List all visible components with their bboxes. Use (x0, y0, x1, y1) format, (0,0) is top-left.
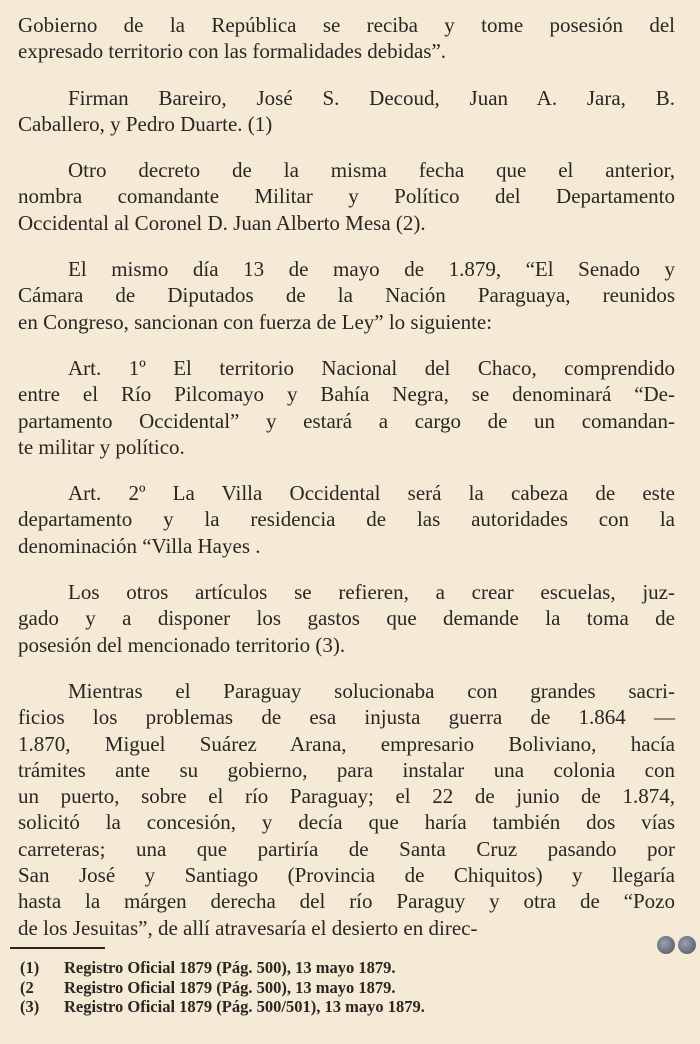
page-body (18, 12, 675, 961)
text-line: Mientras el Paraguay solucionaba con grandes sacri- (68, 678, 675, 703)
text-line: de los Jesuitas”, de allí atravesaría el desierto en direc- (18, 915, 478, 940)
text-line: posesión del mencionado territorio (3). (18, 632, 346, 657)
footnote-divider (10, 947, 105, 949)
footnote-number: (3) (20, 997, 40, 1016)
paragraph (18, 85, 675, 138)
text-line: partamento Occidental” y estará a cargo de un comandan- (18, 408, 675, 433)
text-line: un puerto, sobre el río Paraguay; el 22 de junio de 1.874, (18, 784, 675, 809)
scan-marks (657, 936, 696, 954)
text-line: Occidental al Coronel D. Juan Alberto Mesa (2). (18, 210, 426, 235)
text-line: Gobierno de la República se reciba y tome posesión del (18, 13, 675, 37)
text-line: denominación “Villa Hayes . (18, 533, 261, 558)
text-line: Firman Bareiro, José S. Decoud, Juan A. Jara, B. (68, 85, 675, 110)
text-line: gado y a disponer los gastos que demande la toma de (18, 606, 675, 631)
paragraph (18, 12, 675, 65)
paragraph (18, 678, 675, 941)
footnote-number: (1) (20, 958, 40, 977)
text-line: ficios los problemas de esa injusta guerra de 1.864 — (18, 705, 675, 730)
footnote-text: Registro Oficial 1879 (Pág. 500/501), 13 mayo 1879. (64, 997, 425, 1016)
text-line: Art. 1º El territorio Nacional del Chaco, comprendido (68, 355, 675, 380)
text-line: El mismo día 13 de mayo de 1.879, “El Senado y (68, 257, 675, 282)
text-line: Cámara de Diputados de la Nación Paraguaya, reunidos (18, 283, 675, 308)
footnote-text: Registro Oficial 1879 (Pág. 500), 13 mayo 1879. (64, 958, 396, 977)
footnote (20, 997, 620, 1017)
text-line: carreteras; una que partiría de Santa Cruz pasando por (18, 836, 675, 861)
circle-mark-icon (678, 936, 696, 954)
text-line: solicitó la concesión, y decía que haría también dos vías (18, 810, 675, 835)
text-line: Los otros artículos se refieren, a crear escuelas, juz- (68, 580, 675, 605)
footnote (20, 978, 620, 998)
text-line: trámites ante su gobierno, para instalar una colonia con (18, 757, 675, 782)
text-line: 1.870, Miguel Suárez Arana, empresario Boliviano, hacía (18, 731, 675, 756)
paragraph (18, 355, 675, 460)
paragraph (18, 256, 675, 335)
circle-mark-icon (657, 936, 675, 954)
text-line: expresado territorio con las formalidades debidas”. (18, 39, 447, 64)
paragraph (18, 157, 675, 236)
text-line: Caballero, y Pedro Duarte. (1) (18, 111, 273, 136)
text-line: en Congreso, sancionan con fuerza de Ley” lo siguiente: (18, 309, 493, 334)
paragraph (18, 579, 675, 658)
text-line: entre el Río Pilcomayo y Bahía Negra, se denominará “De- (18, 382, 675, 407)
text-line: nombra comandante Militar y Político del Departamento (18, 184, 675, 209)
text-line: Art. 2º La Villa Occidental será la cabeza de este (68, 481, 675, 506)
text-line: hasta la márgen derecha del río Paraguy y otra de “Pozo (18, 889, 675, 914)
footnote-text: Registro Oficial 1879 (Pág. 500), 13 mayo 1879. (64, 977, 396, 997)
text-line: San José y Santiago (Provincia de Chiquitos) y llegaría (18, 863, 675, 888)
footnote-number: (2 (20, 977, 34, 997)
text-line: te militar y político. (18, 434, 185, 459)
footnotes (20, 958, 620, 1017)
text-line: departamento y la residencia de las autoridades con la (18, 507, 675, 532)
text-line: Otro decreto de la misma fecha que el anterior, (68, 158, 675, 183)
footnote (20, 958, 620, 978)
paragraph (18, 480, 675, 559)
